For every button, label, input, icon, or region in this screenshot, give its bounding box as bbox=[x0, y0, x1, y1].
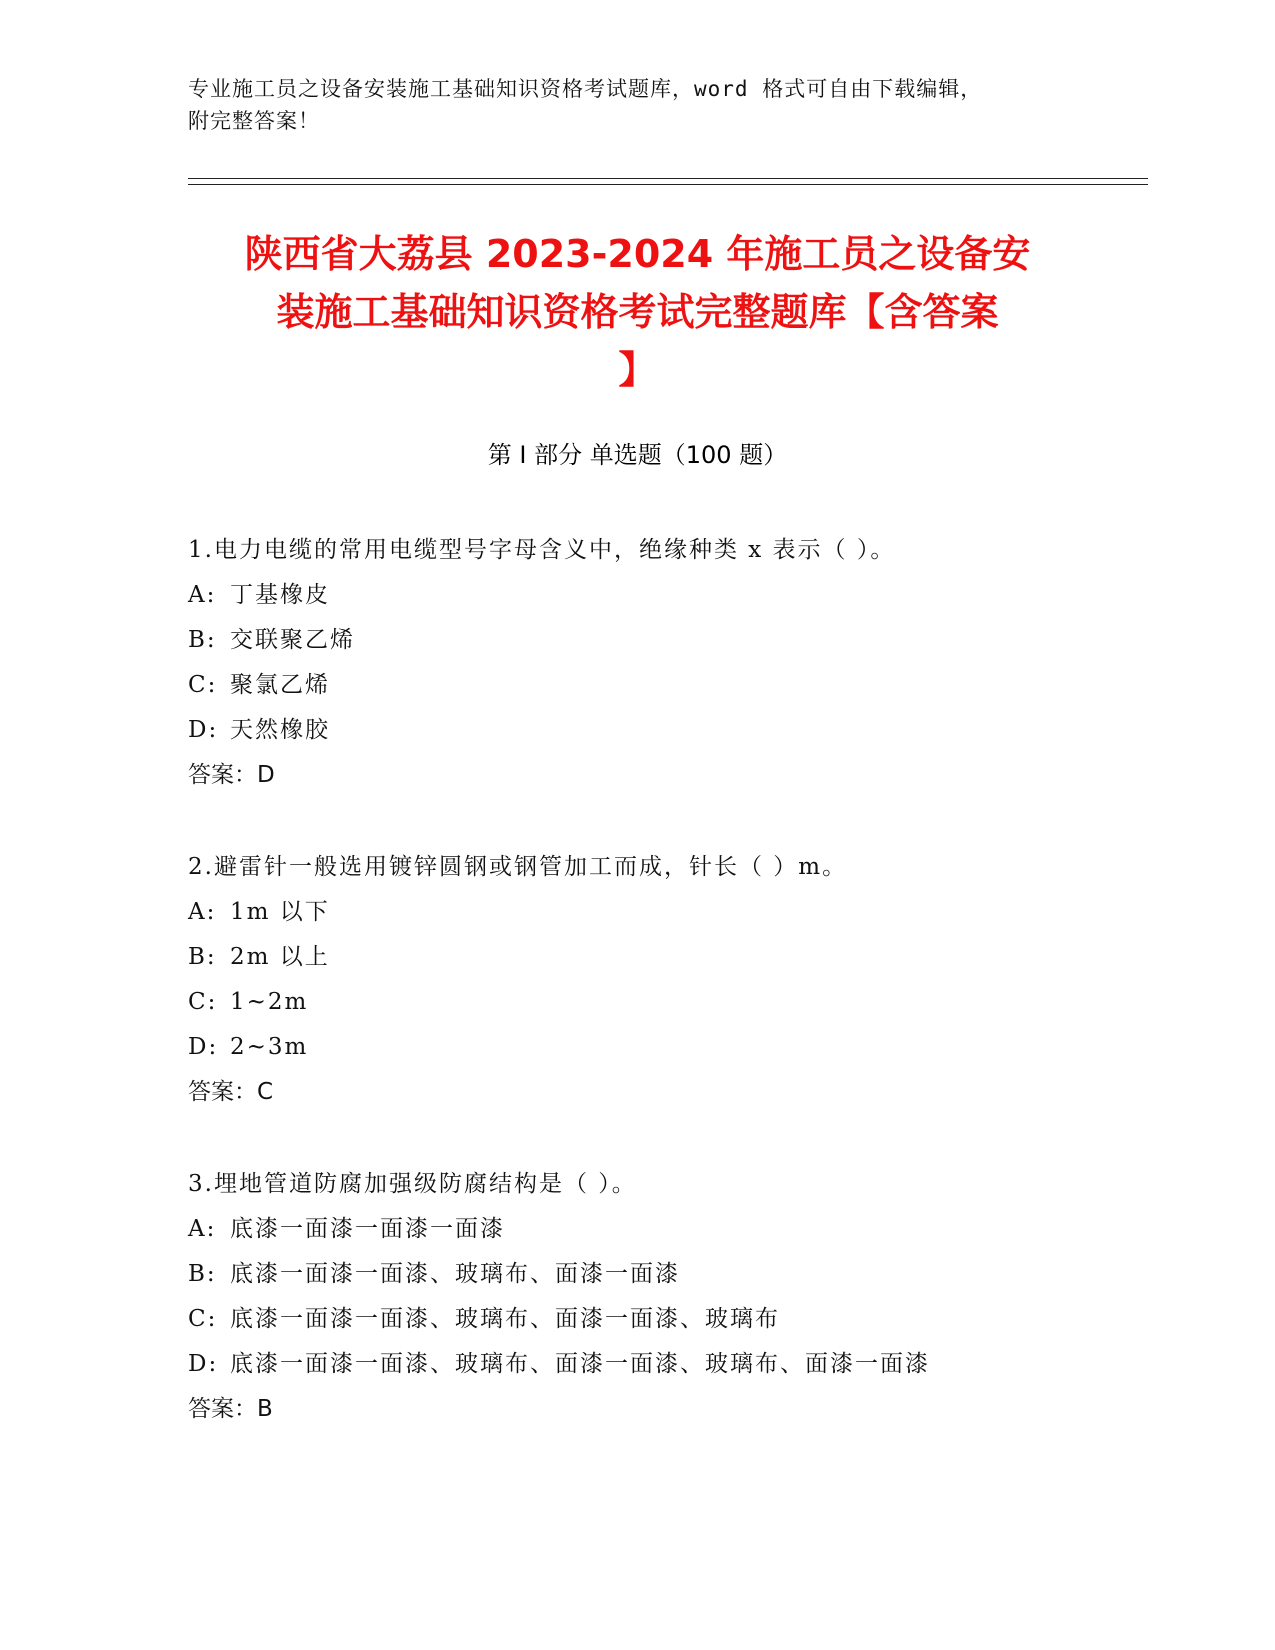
option-letter: A: bbox=[188, 1216, 217, 1242]
option-a bbox=[188, 1207, 1148, 1252]
option-text: 底漆一面漆一面漆、玻璃布、面漆一面漆 bbox=[230, 1261, 680, 1287]
option-b bbox=[188, 1252, 1148, 1297]
option-text: 底漆一面漆一面漆一面漆 bbox=[230, 1216, 505, 1242]
option-b bbox=[188, 618, 1148, 663]
option-text: 底漆一面漆一面漆、玻璃布、面漆一面漆、玻璃布、面漆一面漆 bbox=[230, 1351, 930, 1377]
option-text: 丁基橡皮 bbox=[230, 582, 330, 608]
section-heading: 第 I 部分 单选题（100 题） bbox=[487, 441, 788, 469]
option-text: 底漆一面漆一面漆、玻璃布、面漆一面漆、玻璃布 bbox=[230, 1306, 780, 1332]
question-item bbox=[188, 1162, 1148, 1432]
option-text: 1~2m bbox=[230, 989, 309, 1015]
option-c bbox=[188, 1297, 1148, 1342]
option-text: 交联聚乙烯 bbox=[230, 627, 355, 653]
option-d bbox=[188, 1342, 1148, 1387]
option-letter: C: bbox=[188, 1306, 218, 1332]
header-note-line: 专业施工员之设备安装施工基础知识资格考试题库，word 格式可自由下载编辑， bbox=[188, 77, 983, 101]
option-letter: D: bbox=[188, 1351, 219, 1377]
option-d bbox=[188, 708, 1148, 753]
option-d bbox=[188, 1025, 1148, 1070]
option-letter: B: bbox=[188, 1261, 217, 1287]
option-letter: A: bbox=[188, 899, 217, 925]
header-divider bbox=[188, 184, 1148, 185]
option-text: 2~3m bbox=[230, 1034, 309, 1060]
option-c bbox=[188, 663, 1148, 708]
header-divider bbox=[188, 178, 1148, 179]
option-letter: D: bbox=[188, 1034, 219, 1060]
question-stem: 2.避雷针一般选用镀锌圆钢或钢管加工而成，针长（ ）m。 bbox=[188, 854, 848, 880]
document-title bbox=[150, 225, 1125, 399]
title-line: 装施工基础知识资格考试完整题库【含答案 bbox=[276, 290, 999, 334]
answer-line: 答案：D bbox=[188, 762, 275, 788]
option-text: 天然橡胶 bbox=[230, 717, 330, 743]
answer-line: 答案：B bbox=[188, 1396, 273, 1422]
title-line: 】 bbox=[618, 348, 657, 392]
answer-line: 答案：C bbox=[188, 1079, 274, 1105]
option-a bbox=[188, 573, 1148, 618]
question-item bbox=[188, 528, 1148, 798]
option-letter: D: bbox=[188, 717, 219, 743]
option-c bbox=[188, 980, 1148, 1025]
header-note-line: 附完整答案！ bbox=[188, 109, 320, 133]
option-text: 2m 以上 bbox=[230, 944, 330, 970]
option-letter: C: bbox=[188, 989, 218, 1015]
header-note bbox=[188, 73, 1068, 137]
option-letter: B: bbox=[188, 944, 217, 970]
option-b bbox=[188, 935, 1148, 980]
question-item bbox=[188, 845, 1148, 1115]
option-text: 聚氯乙烯 bbox=[230, 672, 330, 698]
option-letter: C: bbox=[188, 672, 218, 698]
question-stem: 1.电力电缆的常用电缆型号字母含义中，绝缘种类 x 表示（ ）。 bbox=[188, 537, 896, 563]
option-letter: A: bbox=[188, 582, 217, 608]
question-list bbox=[188, 528, 1148, 1479]
option-text: 1m 以下 bbox=[230, 899, 330, 925]
question-stem: 3.埋地管道防腐加强级防腐结构是（ ）。 bbox=[188, 1171, 637, 1197]
option-a bbox=[188, 890, 1148, 935]
title-line: 陕西省大荔县 2023-2024 年施工员之设备安 bbox=[244, 232, 1031, 276]
option-letter: B: bbox=[188, 627, 217, 653]
